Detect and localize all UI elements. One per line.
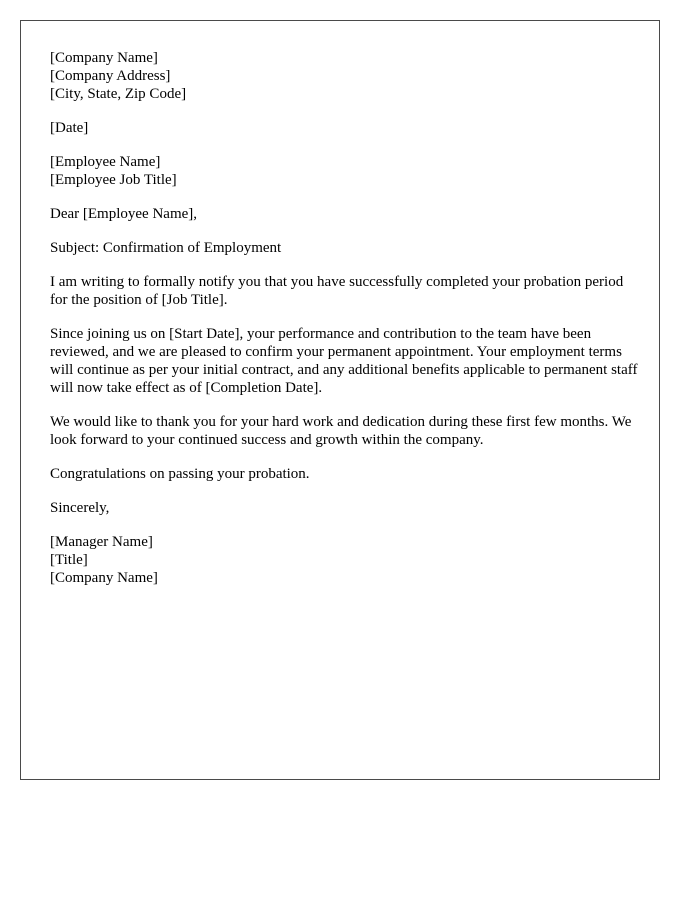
paragraph-thanks: We would like to thank you for your hard work and dedication during these first few months. We look forward to your continued success and growth within the company. (50, 414, 632, 448)
recipient-job-title: [Employee Job Title] (50, 172, 177, 188)
date-block (50, 119, 640, 137)
signature-title: [Title] (50, 552, 88, 568)
recipient-employee-name: [Employee Name] (50, 154, 161, 170)
signature-block (50, 533, 640, 587)
subject-block (50, 239, 640, 257)
salutation-block (50, 205, 640, 223)
closing-block (50, 499, 640, 517)
signature-company-name: [Company Name] (50, 570, 158, 586)
letter-date: [Date] (50, 120, 89, 136)
sender-address-block (50, 49, 640, 103)
sender-company-name: [Company Name] (50, 50, 158, 66)
paragraph-confirmation: Since joining us on [Start Date], your performance and contribution to the team have been reviewed, and we are pleased to confirm your permanent appointment. Your employment terms will continue as per your initial contract, and any additional benefits applicable to permanent staff will now take effect as of [Completion Date]. (50, 326, 638, 396)
paragraph-congratulations: Congratulations on passing your probation. (50, 466, 310, 482)
sender-company-address: [Company Address] (50, 68, 171, 84)
subject-line: Subject: Confirmation of Employment (50, 240, 282, 256)
signature-manager-name: [Manager Name] (50, 534, 153, 550)
letter-body (50, 49, 640, 603)
sender-city-state-zip: [City, State, Zip Code] (50, 86, 187, 102)
salutation: Dear [Employee Name], (50, 206, 198, 222)
closing: Sincerely, (50, 500, 110, 516)
letter-page (20, 20, 660, 780)
recipient-block (50, 153, 640, 189)
paragraph-probation-notice: I am writing to formally notify you that you have successfully completed your probation period for the position of [Job Title]. (50, 274, 624, 308)
